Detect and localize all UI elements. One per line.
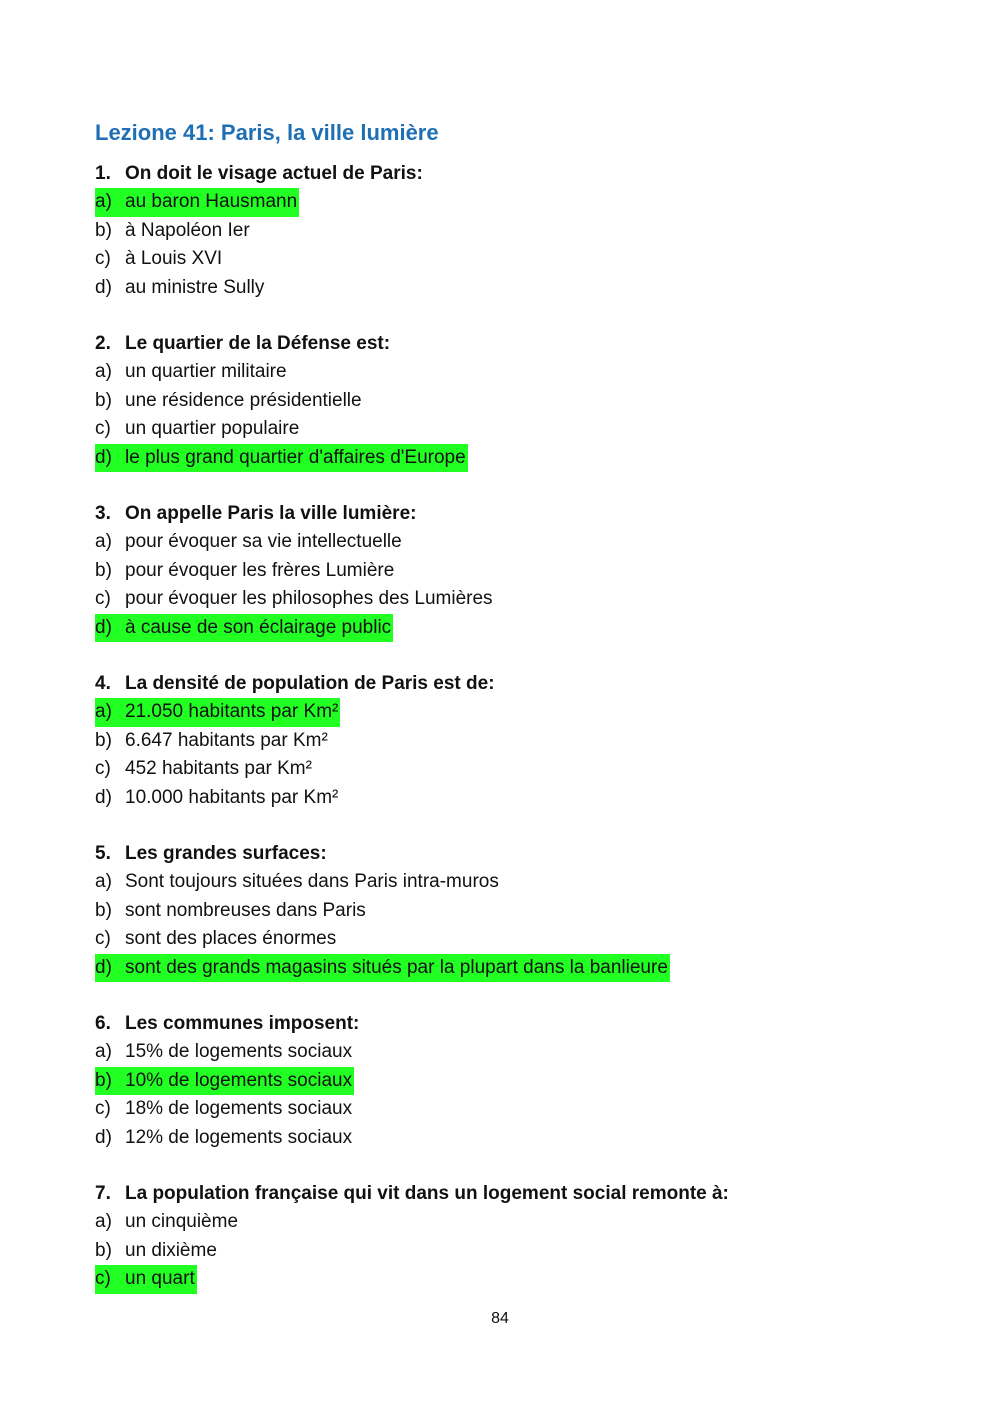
page-number: 84 [491, 1310, 509, 1327]
answer-option [95, 727, 915, 756]
answer-option [95, 1237, 915, 1266]
question-heading [95, 1180, 915, 1208]
answer-line [95, 415, 301, 444]
option-letter: d) [95, 1126, 112, 1148]
question-number: 7. [95, 1183, 111, 1204]
answer-line [95, 358, 289, 387]
option-text: pour évoquer sa vie intellectuelle [125, 531, 402, 552]
question-7 [95, 1180, 915, 1294]
answer-line [95, 897, 368, 926]
option-letter: a) [95, 701, 112, 722]
answer-option-correct [95, 1067, 915, 1096]
question-heading [95, 840, 915, 868]
option-letter: d) [95, 616, 112, 638]
question-2 [95, 330, 915, 472]
question-text: On appelle Paris la ville lumière: [125, 503, 417, 524]
answer-option [95, 1095, 915, 1124]
answer-option-correct [95, 444, 915, 473]
option-text: à Louis XVI [125, 248, 223, 269]
option-letter: b) [95, 559, 112, 581]
answer-line [95, 274, 266, 303]
answer-option [95, 245, 915, 274]
option-text: 10% de logements sociaux [125, 1069, 353, 1091]
answer-line [95, 1038, 354, 1067]
question-text: On doit le visage actuel de Paris: [125, 163, 423, 184]
option-letter: d) [95, 956, 112, 978]
answer-option [95, 1038, 915, 1067]
question-number: 5. [95, 843, 111, 864]
option-letter: c) [95, 588, 111, 609]
answer-option [95, 1124, 915, 1153]
question-text: Les communes imposent: [125, 1013, 360, 1034]
highlighted-answer [95, 1067, 354, 1096]
answer-line [95, 755, 314, 784]
option-letter: a) [95, 871, 112, 892]
option-text: un cinquième [125, 1211, 239, 1232]
answer-option [95, 925, 915, 954]
answer-option [95, 897, 915, 926]
highlighted-answer [95, 614, 393, 643]
answer-line [95, 868, 501, 897]
question-number: 4. [95, 673, 111, 694]
answer-option [95, 557, 915, 586]
option-text: 15% de logements sociaux [125, 1041, 353, 1062]
question-text: La population française qui vit dans un logement social remonte à: [125, 1183, 729, 1204]
answer-option [95, 358, 915, 387]
question-6 [95, 1010, 915, 1152]
option-letter: c) [95, 928, 111, 949]
answer-line [95, 245, 224, 274]
question-heading [95, 330, 915, 358]
answer-option [95, 217, 915, 246]
answer-line [95, 925, 338, 954]
question-number: 3. [95, 503, 111, 524]
answer-option [95, 387, 915, 416]
question-3 [95, 500, 915, 642]
highlighted-answer [95, 954, 670, 983]
answer-option [95, 868, 915, 897]
option-text: sont nombreuses dans Paris [125, 899, 366, 921]
answer-option-correct [95, 1265, 915, 1294]
option-letter: b) [95, 899, 112, 921]
answer-line [95, 784, 340, 813]
answer-line [95, 585, 495, 614]
answer-line [95, 528, 404, 557]
highlighted-answer [95, 698, 340, 727]
answer-option [95, 585, 915, 614]
option-text: 6.647 habitants par Km² [125, 729, 328, 751]
option-letter: c) [95, 758, 111, 779]
question-number: 2. [95, 333, 111, 354]
answer-option [95, 1208, 915, 1237]
option-text: à Napoléon Ier [125, 219, 250, 241]
answer-option-correct [95, 188, 915, 217]
answer-line [95, 1237, 219, 1266]
option-letter: d) [95, 276, 112, 298]
option-text: le plus grand quartier d'affaires d'Europe [125, 446, 466, 468]
highlighted-answer [95, 1265, 197, 1294]
answer-option [95, 784, 915, 813]
answer-line [95, 1124, 354, 1153]
question-5 [95, 840, 915, 982]
option-letter: a) [95, 361, 112, 382]
question-text: Les grandes surfaces: [125, 843, 327, 864]
highlighted-answer [95, 188, 299, 217]
answer-line [95, 1095, 354, 1124]
option-letter: c) [95, 418, 111, 439]
option-letter: b) [95, 729, 112, 751]
option-letter: b) [95, 1239, 112, 1261]
option-letter: c) [95, 248, 111, 269]
question-heading [95, 500, 915, 528]
option-letter: c) [95, 1268, 111, 1289]
option-text: Sont toujours situées dans Paris intra-muros [125, 871, 499, 892]
option-letter: a) [95, 1041, 112, 1062]
option-text: à cause de son éclairage public [125, 616, 392, 638]
option-text: sont des places énormes [125, 928, 337, 949]
option-text: un quart [125, 1268, 195, 1289]
question-list [95, 160, 915, 1294]
option-letter: c) [95, 1098, 111, 1119]
answer-option [95, 274, 915, 303]
highlighted-answer [95, 444, 468, 473]
question-number: 1. [95, 163, 111, 184]
question-4 [95, 670, 915, 812]
answer-option-correct [95, 698, 915, 727]
question-text: Le quartier de la Défense est: [125, 333, 391, 354]
answer-option [95, 528, 915, 557]
option-text: 12% de logements sociaux [125, 1126, 353, 1148]
question-heading [95, 160, 915, 188]
answer-option-correct [95, 954, 915, 983]
answer-option [95, 415, 915, 444]
page-content [95, 118, 915, 1322]
option-letter: a) [95, 1211, 112, 1232]
option-letter: d) [95, 446, 112, 468]
answer-line [95, 387, 364, 416]
question-1 [95, 160, 915, 302]
option-text: 21.050 habitants par Km² [125, 701, 339, 722]
question-heading [95, 1010, 915, 1038]
option-text: un dixième [125, 1239, 217, 1261]
option-text: sont des grands magasins situés par la plupart dans la banlieure [125, 956, 668, 978]
lesson-title: Lezione 41: Paris, la ville lumière [95, 120, 439, 145]
answer-option [95, 755, 915, 784]
option-letter: a) [95, 531, 112, 552]
option-text: pour évoquer les frères Lumière [125, 559, 395, 581]
option-letter: b) [95, 1069, 112, 1091]
option-letter: b) [95, 389, 112, 411]
option-text: une résidence présidentielle [125, 389, 362, 411]
option-text: 18% de logements sociaux [125, 1098, 353, 1119]
option-text: pour évoquer les philosophes des Lumières [125, 588, 493, 609]
question-text: La densité de population de Paris est de: [125, 673, 495, 694]
option-letter: d) [95, 786, 112, 808]
option-text: 10.000 habitants par Km² [125, 786, 339, 808]
question-number: 6. [95, 1013, 111, 1034]
answer-option-correct [95, 614, 915, 643]
option-text: un quartier militaire [125, 361, 287, 382]
question-heading [95, 670, 915, 698]
answer-line [95, 727, 330, 756]
answer-line [95, 217, 252, 246]
option-letter: b) [95, 219, 112, 241]
option-text: un quartier populaire [125, 418, 300, 439]
answer-line [95, 557, 396, 586]
option-text: au baron Hausmann [125, 191, 298, 212]
option-text: 452 habitants par Km² [125, 758, 312, 779]
option-text: au ministre Sully [125, 276, 265, 298]
option-letter: a) [95, 191, 112, 212]
answer-line [95, 1208, 240, 1237]
